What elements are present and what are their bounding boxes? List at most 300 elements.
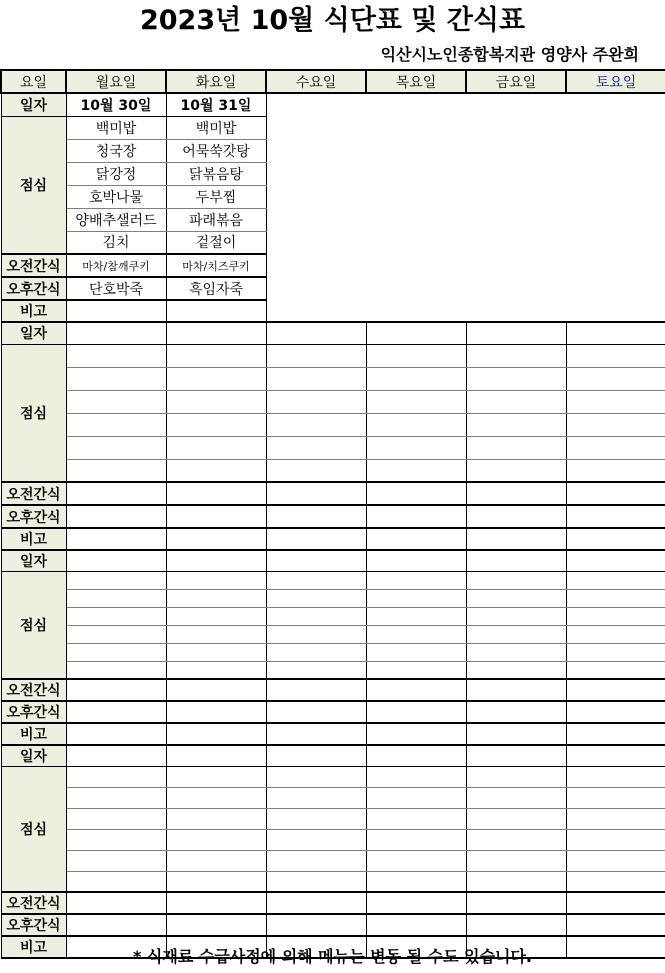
afternoon-snack-cell: 단호박죽 (66, 277, 166, 300)
afternoon-snack-cell (66, 701, 166, 723)
page-title: 2023년 10월 식단표 및 간식표 (139, 5, 526, 36)
lunch-cell (566, 185, 665, 208)
day-header: 월요일 (66, 70, 166, 93)
lunch-cell (466, 413, 566, 436)
lunch-cell: 백미밥 (166, 116, 266, 139)
lunch-cell (466, 139, 566, 162)
row-label-lunch: 점심 (1, 116, 66, 254)
lunch-cell (166, 626, 266, 644)
header-row (1, 70, 665, 93)
row-label-date: 일자 (1, 550, 66, 572)
lunch-cell (66, 787, 166, 808)
lunch-cell (366, 139, 466, 162)
remarks-cell (466, 528, 566, 550)
lunch-cell (466, 572, 566, 590)
lunch-cell (466, 850, 566, 871)
lunch-row (1, 590, 665, 608)
afternoon-snack-cell: 흑임자죽 (166, 277, 266, 300)
morning-snack-cell (466, 892, 566, 914)
lunch-row (1, 608, 665, 626)
morning-snack-cell (66, 482, 166, 505)
lunch-cell (466, 390, 566, 413)
lunch-cell (166, 829, 266, 850)
date-cell: 10월 30일 (66, 93, 166, 116)
lunch-cell (366, 413, 466, 436)
row-label-afternoon-snack: 오후간식 (1, 914, 66, 936)
afternoon-snack-cell (266, 701, 366, 723)
lunch-cell (66, 808, 166, 829)
lunch-cell (166, 459, 266, 482)
lunch-cell (66, 459, 166, 482)
date-cell (566, 322, 665, 344)
remarks-cell (466, 300, 566, 322)
day-header: 토요일 (566, 70, 665, 93)
lunch-cell (566, 787, 665, 808)
lunch-cell (166, 344, 266, 367)
date-cell (266, 322, 366, 344)
lunch-cell (166, 390, 266, 413)
morning-snack-cell (366, 254, 466, 277)
lunch-cell (266, 766, 366, 787)
lunch-cell (566, 608, 665, 626)
lunch-cell (466, 829, 566, 850)
lunch-cell (266, 850, 366, 871)
lunch-cell (66, 871, 166, 892)
lunch-row (1, 459, 665, 482)
row-label-remarks: 비고 (1, 528, 66, 550)
remarks-cell (266, 300, 366, 322)
lunch-cell (266, 390, 366, 413)
afternoon-snack-cell (266, 914, 366, 936)
afternoon-snack-cell (466, 277, 566, 300)
remarks-row (1, 723, 665, 745)
row-label-afternoon-snack: 오후간식 (1, 277, 66, 300)
lunch-cell (366, 829, 466, 850)
lunch-cell (66, 766, 166, 787)
lunch-cell (66, 850, 166, 871)
lunch-cell (266, 644, 366, 662)
lunch-cell (466, 208, 566, 231)
remarks-cell (66, 528, 166, 550)
lunch-cell (266, 829, 366, 850)
lunch-cell (266, 185, 366, 208)
date-cell (66, 745, 166, 767)
morning-snack-cell (566, 482, 665, 505)
lunch-cell (366, 344, 466, 367)
lunch-cell (466, 116, 566, 139)
lunch-cell (566, 390, 665, 413)
afternoon-snack-cell (66, 914, 166, 936)
date-cell: 10월 31일 (166, 93, 266, 116)
lunch-cell (366, 459, 466, 482)
date-cell (66, 550, 166, 572)
date-cell (366, 322, 466, 344)
lunch-row (1, 626, 665, 644)
lunch-cell (466, 344, 566, 367)
remarks-cell (366, 300, 466, 322)
lunch-cell (366, 608, 466, 626)
remarks-cell (266, 723, 366, 745)
lunch-cell (66, 608, 166, 626)
remarks-cell (166, 723, 266, 745)
date-cell (266, 93, 366, 116)
lunch-cell (366, 162, 466, 185)
afternoon-snack-cell (266, 505, 366, 528)
date-cell (166, 322, 266, 344)
lunch-row (1, 116, 665, 139)
lunch-cell (466, 626, 566, 644)
lunch-cell: 두부찜 (166, 185, 266, 208)
afternoon-snack-cell (166, 505, 266, 528)
date-cell (466, 322, 566, 344)
date-row (1, 550, 665, 572)
morning-snack-cell (466, 482, 566, 505)
remarks-cell (566, 528, 665, 550)
lunch-cell (166, 766, 266, 787)
remarks-cell (66, 723, 166, 745)
lunch-cell (66, 590, 166, 608)
lunch-cell (466, 590, 566, 608)
morning-snack-row (1, 482, 665, 505)
lunch-cell (266, 590, 366, 608)
row-label-lunch: 점심 (1, 344, 66, 482)
lunch-cell (566, 850, 665, 871)
lunch-cell (366, 590, 466, 608)
lunch-row (1, 644, 665, 662)
afternoon-snack-cell (466, 505, 566, 528)
row-label-lunch: 점심 (1, 766, 66, 892)
day-header: 금요일 (466, 70, 566, 93)
lunch-cell (166, 413, 266, 436)
lunch-cell (166, 367, 266, 390)
lunch-cell (166, 871, 266, 892)
lunch-row (1, 436, 665, 459)
lunch-cell (566, 662, 665, 679)
lunch-cell (466, 459, 566, 482)
lunch-cell (566, 808, 665, 829)
lunch-cell (366, 116, 466, 139)
remarks-cell (366, 528, 466, 550)
lunch-row (1, 162, 665, 185)
date-row (1, 745, 665, 767)
lunch-cell (466, 162, 566, 185)
lunch-cell (66, 572, 166, 590)
afternoon-snack-cell (466, 701, 566, 723)
lunch-cell (266, 608, 366, 626)
lunch-cell (266, 367, 366, 390)
lunch-cell (266, 139, 366, 162)
lunch-cell (466, 231, 566, 254)
lunch-cell (66, 644, 166, 662)
date-row (1, 93, 665, 116)
afternoon-snack-cell (166, 914, 266, 936)
remarks-cell (566, 300, 665, 322)
date-cell (466, 745, 566, 767)
lunch-cell: 백미밥 (66, 116, 166, 139)
date-cell (366, 745, 466, 767)
lunch-cell: 닭강정 (66, 162, 166, 185)
footer-note: * 식재료 수급사정에 의해 메뉴는 변동 될 수도 있습니다. (132, 947, 533, 966)
morning-snack-cell (166, 892, 266, 914)
lunch-cell (566, 139, 665, 162)
lunch-cell (566, 626, 665, 644)
lunch-cell (166, 644, 266, 662)
lunch-cell (266, 572, 366, 590)
afternoon-snack-cell (566, 914, 665, 936)
lunch-cell (66, 390, 166, 413)
lunch-cell (366, 367, 466, 390)
afternoon-snack-row (1, 505, 665, 528)
lunch-row (1, 208, 665, 231)
lunch-cell (566, 590, 665, 608)
lunch-cell (366, 390, 466, 413)
lunch-cell: 호박나물 (66, 185, 166, 208)
day-header: 수요일 (266, 70, 366, 93)
lunch-cell: 닭볶음탕 (166, 162, 266, 185)
date-cell (466, 550, 566, 572)
row-label-lunch: 점심 (1, 572, 66, 679)
remarks-cell (466, 723, 566, 745)
lunch-cell (566, 208, 665, 231)
morning-snack-cell (466, 254, 566, 277)
morning-snack-cell (66, 679, 166, 701)
lunch-cell (166, 808, 266, 829)
morning-snack-row (1, 892, 665, 914)
afternoon-snack-cell (266, 277, 366, 300)
morning-snack-cell (566, 679, 665, 701)
lunch-cell (566, 344, 665, 367)
lunch-cell (266, 459, 366, 482)
date-cell (266, 745, 366, 767)
afternoon-snack-row (1, 701, 665, 723)
lunch-row (1, 231, 665, 254)
remarks-cell (366, 723, 466, 745)
date-cell (566, 93, 665, 116)
lunch-cell (166, 850, 266, 871)
lunch-cell (366, 850, 466, 871)
row-label-afternoon-snack: 오후간식 (1, 505, 66, 528)
row-label-morning-snack: 오전간식 (1, 892, 66, 914)
day-header: 화요일 (166, 70, 266, 93)
lunch-row (1, 367, 665, 390)
morning-snack-cell (266, 679, 366, 701)
date-cell (566, 745, 665, 767)
lunch-cell (166, 590, 266, 608)
afternoon-snack-cell (466, 914, 566, 936)
header-corner: 요일 (1, 70, 66, 93)
date-cell (166, 745, 266, 767)
lunch-cell (566, 413, 665, 436)
lunch-cell (66, 662, 166, 679)
lunch-cell (266, 808, 366, 829)
lunch-cell (366, 787, 466, 808)
row-label-morning-snack: 오전간식 (1, 254, 66, 277)
lunch-cell (66, 626, 166, 644)
date-cell (166, 550, 266, 572)
lunch-cell (266, 413, 366, 436)
lunch-cell (366, 644, 466, 662)
morning-snack-cell (166, 679, 266, 701)
morning-snack-cell (366, 892, 466, 914)
lunch-cell (566, 459, 665, 482)
afternoon-snack-cell (366, 505, 466, 528)
lunch-cell (266, 436, 366, 459)
lunch-cell (266, 344, 366, 367)
morning-snack-cell (366, 482, 466, 505)
row-label-afternoon-snack: 오후간식 (1, 701, 66, 723)
lunch-cell: 양배추샐러드 (66, 208, 166, 231)
row-label-remarks: 비고 (1, 300, 66, 322)
lunch-cell (366, 766, 466, 787)
date-cell (366, 550, 466, 572)
lunch-cell (466, 787, 566, 808)
menu-table (0, 69, 665, 959)
date-cell (366, 93, 466, 116)
afternoon-snack-row (1, 277, 665, 300)
lunch-cell (366, 231, 466, 254)
date-row (1, 322, 665, 344)
lunch-cell: 파래볶음 (166, 208, 266, 231)
morning-snack-cell: 마차/참깨쿠키 (66, 254, 166, 277)
remarks-row (1, 300, 665, 322)
lunch-cell (566, 231, 665, 254)
afternoon-snack-row (1, 914, 665, 936)
lunch-cell (266, 626, 366, 644)
morning-snack-cell (266, 254, 366, 277)
lunch-cell (166, 572, 266, 590)
row-label-remarks: 비고 (1, 723, 66, 745)
afternoon-snack-cell (166, 701, 266, 723)
lunch-row (1, 829, 665, 850)
afternoon-snack-cell (366, 701, 466, 723)
lunch-cell (366, 436, 466, 459)
lunch-cell (566, 116, 665, 139)
lunch-cell (166, 608, 266, 626)
row-label-date: 일자 (1, 93, 66, 116)
remarks-cell (166, 300, 266, 322)
lunch-cell (266, 787, 366, 808)
lunch-cell (166, 436, 266, 459)
morning-snack-row (1, 254, 665, 277)
lunch-cell (366, 871, 466, 892)
row-label-morning-snack: 오전간식 (1, 482, 66, 505)
lunch-cell (566, 162, 665, 185)
lunch-cell (66, 367, 166, 390)
lunch-cell (266, 662, 366, 679)
morning-snack-cell (266, 482, 366, 505)
lunch-row (1, 185, 665, 208)
afternoon-snack-cell (66, 505, 166, 528)
lunch-cell (566, 829, 665, 850)
remarks-cell (66, 300, 166, 322)
lunch-cell (566, 436, 665, 459)
morning-snack-cell (466, 679, 566, 701)
date-cell (466, 93, 566, 116)
lunch-cell (466, 608, 566, 626)
morning-snack-cell (166, 482, 266, 505)
lunch-cell (166, 787, 266, 808)
row-label-morning-snack: 오전간식 (1, 679, 66, 701)
morning-snack-row (1, 679, 665, 701)
afternoon-snack-cell (366, 277, 466, 300)
lunch-cell (166, 662, 266, 679)
lunch-cell: 청국장 (66, 139, 166, 162)
lunch-cell (566, 572, 665, 590)
row-label-date: 일자 (1, 322, 66, 344)
lunch-cell (566, 871, 665, 892)
morning-snack-cell (366, 679, 466, 701)
lunch-cell (566, 367, 665, 390)
remarks-cell (166, 528, 266, 550)
date-cell (266, 550, 366, 572)
lunch-row (1, 390, 665, 413)
row-label-date: 일자 (1, 745, 66, 767)
lunch-cell (266, 208, 366, 231)
morning-snack-cell: 마차/치즈쿠키 (166, 254, 266, 277)
lunch-cell (66, 436, 166, 459)
lunch-cell (66, 829, 166, 850)
afternoon-snack-cell (566, 701, 665, 723)
lunch-cell (466, 644, 566, 662)
author-line: 익산시노인종합복지관 영양사 주완희 (380, 45, 639, 64)
lunch-cell (366, 208, 466, 231)
date-cell (66, 322, 166, 344)
lunch-cell (266, 871, 366, 892)
lunch-cell (466, 808, 566, 829)
lunch-cell (466, 436, 566, 459)
lunch-cell (66, 344, 166, 367)
morning-snack-cell (66, 892, 166, 914)
morning-snack-cell (266, 892, 366, 914)
lunch-row (1, 850, 665, 871)
lunch-cell: 겉절이 (166, 231, 266, 254)
day-header: 목요일 (366, 70, 466, 93)
lunch-cell (466, 662, 566, 679)
lunch-cell (466, 185, 566, 208)
lunch-cell (466, 871, 566, 892)
lunch-cell (366, 185, 466, 208)
lunch-cell (266, 231, 366, 254)
lunch-row (1, 139, 665, 162)
lunch-cell (66, 413, 166, 436)
lunch-cell (566, 766, 665, 787)
remarks-cell (266, 528, 366, 550)
lunch-row (1, 344, 665, 367)
lunch-cell: 어묵쑥갓탕 (166, 139, 266, 162)
lunch-row (1, 766, 665, 787)
lunch-cell (266, 162, 366, 185)
remarks-cell (566, 723, 665, 745)
lunch-cell (266, 116, 366, 139)
lunch-row (1, 787, 665, 808)
lunch-cell (566, 644, 665, 662)
lunch-row (1, 871, 665, 892)
row-label-remarks: 비고 (1, 936, 66, 958)
lunch-cell (466, 766, 566, 787)
lunch-cell (366, 572, 466, 590)
lunch-row (1, 572, 665, 590)
lunch-cell: 김치 (66, 231, 166, 254)
lunch-row (1, 662, 665, 679)
afternoon-snack-cell (366, 914, 466, 936)
lunch-cell (366, 626, 466, 644)
morning-snack-cell (566, 254, 665, 277)
afternoon-snack-cell (566, 505, 665, 528)
lunch-cell (366, 808, 466, 829)
lunch-cell (366, 662, 466, 679)
morning-snack-cell (566, 892, 665, 914)
date-cell (566, 550, 665, 572)
